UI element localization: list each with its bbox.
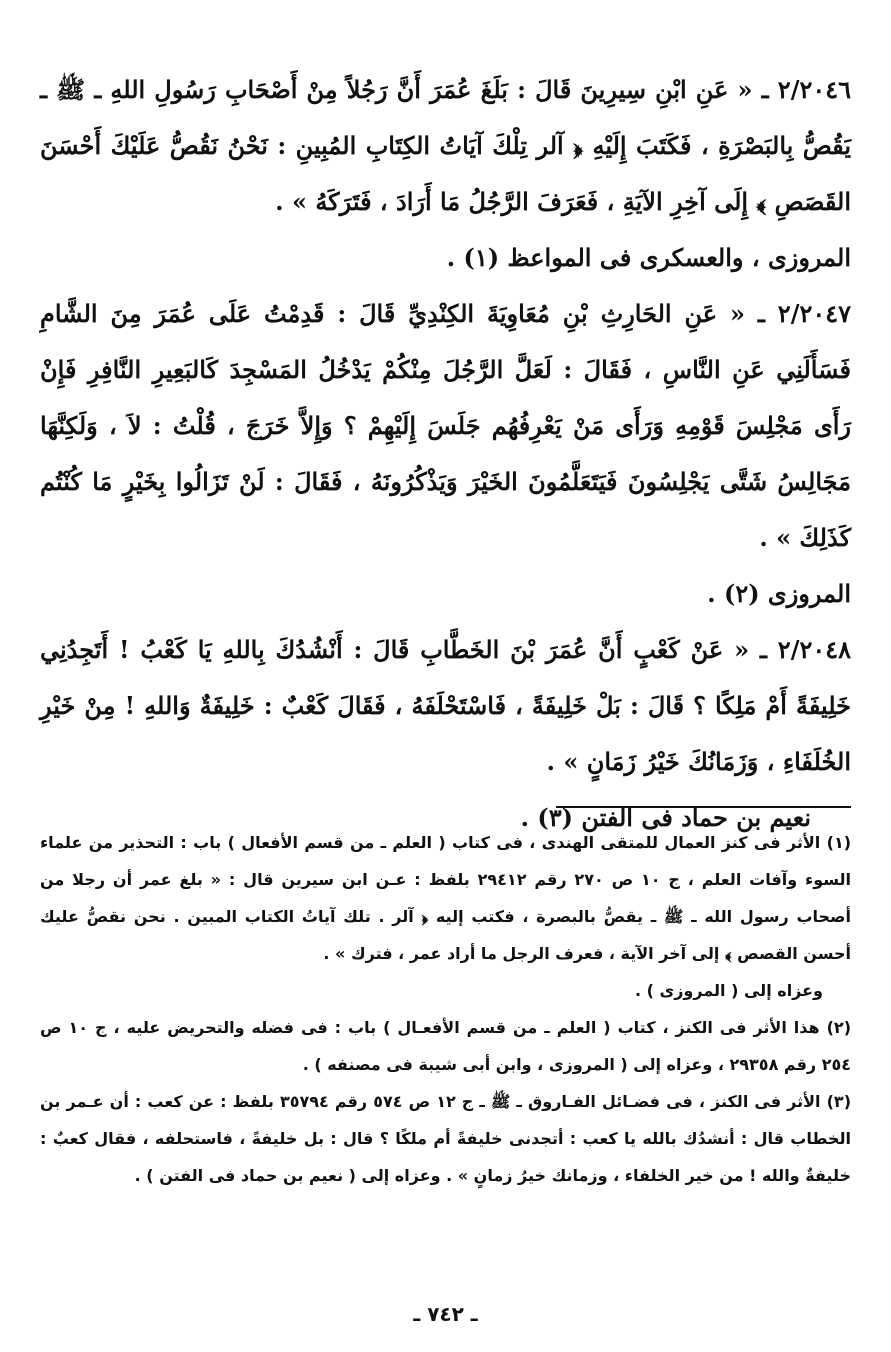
entry-2046	[40, 62, 851, 230]
footnote-3	[40, 1083, 851, 1194]
entry-text: ـ « عَنِ الحَارِثِ بْنِ مُعَاوِيَةَ الكِنْدِيِّ قَالَ : قَدِمْتُ عَلَى عُمَرَ مِنَ الشَّامِ فَسَأَلَنِي عَنِ النَّاسِ ، فَقَالَ : لَعَلَّ الرَّجُلَ مِنْكُمْ يَدْخُلُ المَسْجِدَ كَالبَعِيرِ النَّافِرِ فَإِنْ رَأَى مَجْلِسَ قَوْمِهِ وَرَأَى مَنْ يَعْرِفُهُم جَلَسَ إِلَيْهِمْ ؟ وَإِلاَّ خَرَجَ ، قُلْتُ : لاَ ، وَلَكِنَّهَا مَجَالِسُ شَتَّى يَجْلِسُونَ فَيَتَعَلَّمُونَ الخَيْرَ وَيَذْكُرُونَهُ ، فَقَالَ : لَنْ تَزَالُوا بِخَيْرٍ مَا كُنْتُم كَذَلِكَ » .	[40, 299, 851, 552]
footnote-mark: (١)	[826, 833, 852, 852]
footnote-text: الأثر فى كنز العمال للمتقى الهندى ، فى كتاب ( العلم ـ من قسم الأفعال ) باب : التحذير من علماء السوء وآفات العلم ، ج ١٠ ص ٢٧٠ رقم ٢٩٤١٢ بلفظ : عـن ابن سيرين قال : « بلغ عمر أن رجلا من أصحاب رسول الله ـ ﷺ ـ يقصُّ بالبصرة ، فكتب إليه ﴿ آلر . تلك آياتُ الكتاب المبين . نحن نقصُّ عليك أحسن القصص ﴾ إلى آخر الآية ، فعرف الرجل ما أراد عمر ، فترك » .	[40, 833, 851, 963]
entry-source: نعيم بن حماد فى الفتن (٣) .	[520, 803, 811, 832]
entry-text: ـ « عَنْ كَعْبٍ أَنَّ عُمَرَ بْنَ الخَطَّابِ قَالَ : أَنْشُدُكَ بِاللهِ يَا كَعْبُ ! أَتَجِدُنِي خَلِيفَةً أَمْ مَلِكًا ؟ قَالَ : بَلْ خَلِيفَةً ، فَاسْتَحْلَفَهُ ، فَقَالَ كَعْبٌ : خَلِيفَةٌ وَاللهِ ! مِنْ خَيْرِ الخُلَفَاءِ ، وَزَمَانُكَ خَيْرُ زَمَانٍ » .	[40, 635, 851, 776]
footnote-text: هذا الأثر فى الكنز ، كتاب ( العلم ـ من قسم الأفعـال ) باب : فى فضله والتحريض عليه ، ج ١٠ ص ٢٥٤ رقم ٢٩٣٥٨ ، وعزاه إلى ( المروزى ، وابن أبى شيبة فى مصنفه ) .	[40, 1018, 851, 1074]
footnote-1	[40, 824, 851, 972]
entry-number: ٢/٢٠٤٦	[777, 75, 852, 104]
entry-number: ٢/٢٠٤٨	[777, 635, 852, 664]
footnote-mark: (٣)	[826, 1092, 851, 1111]
footnote-divider	[556, 806, 851, 808]
footnote-text: الأثر فى الكنز ، فى فضـائل الفـاروق ـ ﷺ ـ ج ١٢ ص ٥٧٤ رقم ٣٥٧٩٤ بلفظ : عن كعب : أن عـمر بن الخطاب قال : أنشدُك بالله يا كعب : أتجدنى خليفةً أم ملكًا ؟ قال : بل خليفةً ، فاستحلفه ، فقال كعبٌ : خليفةٌ والله ! من خير الخلفاء ، وزمانك خيرُ زمانٍ » . وعزاه إلى ( نعيم بن حماد فى الفتن ) .	[40, 1092, 851, 1185]
main-text	[40, 62, 851, 846]
entry-2048	[40, 622, 851, 790]
page-number: ـ ٧٤٢ ـ	[413, 1302, 478, 1326]
footnote-1-extra: وعزاه إلى ( المروزى ) .	[635, 981, 823, 1000]
footnotes	[40, 824, 851, 1194]
footnote-mark: (٢)	[826, 1018, 851, 1037]
entry-2047	[40, 286, 851, 566]
document-page	[40, 62, 851, 1352]
entry-source: المروزى (٢) .	[707, 579, 851, 608]
entry-number: ٢/٢٠٤٧	[777, 299, 852, 328]
entry-source: المروزى ، والعسكرى فى المواعظ (١) .	[446, 243, 851, 272]
entry-text: ـ « عَنِ ابْنِ سِيرِينَ قَالَ : بَلَغَ عُمَرَ أَنَّ رَجُلاً مِنْ أَصْحَابِ رَسُولِ اللهِ ـ ﷺ ـ يَقُصُّ بِالبَصْرَةِ ، فَكَتَبَ إِلَيْهِ ﴿ آلر تِلْكَ آيَاتُ الكِتَابِ المُبِينِ : نَحْنُ نَقُصُّ عَلَيْكَ أَحْسَنَ القَصَصِ ﴾ إِلَى آخِرِ الآيَةِ ، فَعَرَفَ الرَّجُلُ مَا أَرَادَ ، فَتَرَكَهُ » .	[40, 75, 851, 216]
footnote-2	[40, 1009, 851, 1083]
